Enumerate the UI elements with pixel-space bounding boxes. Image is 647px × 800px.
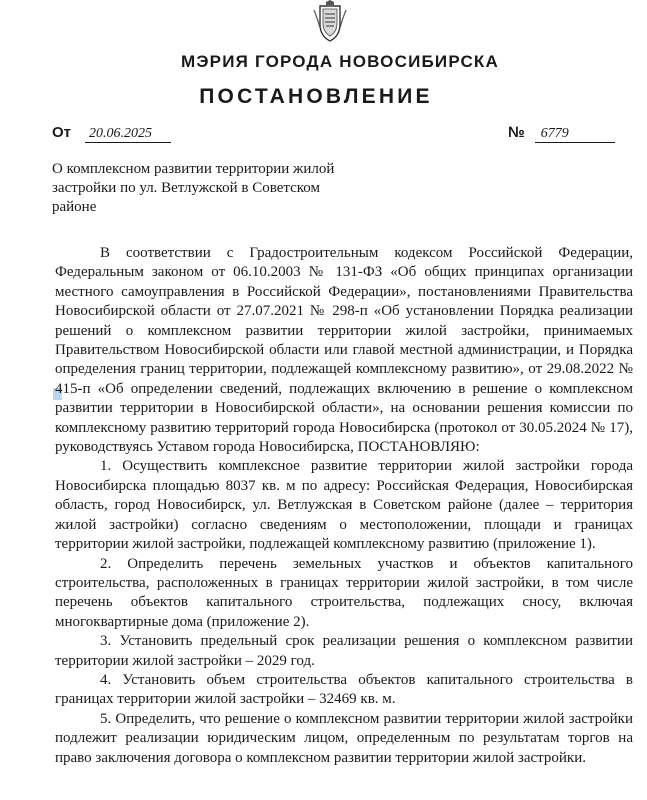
document-type-title: ПОСТАНОВЛЕНИЕ: [199, 85, 433, 108]
clause-paragraph: 4. Установить объем строительства объектов капитального строительства в границах территории жилой застройки – 32469 кв. м.: [55, 671, 633, 708]
preamble-paragraph: В соответствии с Градостроительным кодексом Российской Федерации, Федеральным законом от 06.10.2003 № 131-ФЗ «Об общих принципах организации местного самоуправления в Российской Федерации», постановлениями Правительства Новосибирской области от 27.07.2021 № 298-п «Об установлении Порядка реализации решений о комплексном развитии территории жилой застройки, принимаемых Правительством Новосибирской области или главой местной администрации, и Порядка определения границ территории, подлежащей комплексному развитию», от 29.08.2022 № 415-п «Об определении сведений, подлежащих включению в решение о комплексном развитии территории в Новосибирской области», на основании решения комиссии по комплексному развитию территорий города Новосибирска (протокол от 30.05.2024 № 17), руководствуясь Уставом города Новосибирска, ПОСТАНОВЛЯЮ:: [55, 245, 633, 456]
document-subject: О комплексном развитии территории жилой застройки по ул. Ветлужской в Советском районе: [52, 161, 335, 215]
clause-paragraph: 2. Определить перечень земельных участков и объектов капитального строительства, расположенных в границах территории жилой застройки, в том числе перечень объектов капитального строительства, подлежащих сносу, включая многоквартирные дома (приложение 2).: [55, 555, 633, 630]
number-line: [508, 124, 615, 143]
document-body: [55, 244, 633, 768]
coat-of-arms-icon: [312, 0, 348, 44]
clause-paragraph: 3. Установить предельный срок реализации решения о комплексном развитии территории жилой застройки – 2029 год.: [55, 633, 633, 669]
date-label: От: [52, 124, 72, 141]
number-label: №: [508, 124, 525, 141]
number-value: 6779: [535, 126, 615, 143]
date-value: 20.06.2025: [85, 126, 171, 143]
clause-paragraph: 5. Определить, что решение о комплексном развитии территории жилой застройки подлежит реализации юридическим лицом, определенным по результатам торгов на право заключения договора о комплексном развитии территории жилой застройки.: [55, 710, 633, 766]
clause-paragraph: 1. Осуществить комплексное развитие территории жилой застройки города Новосибирска площадью 8037 кв. м по адресу: Российская Федерация, Новосибирская область, город Новосибирск, ул. Ветлужская в Советском районе (далее – территория жилой застройки) согласно сведениям о местоположении, площади и границах территории жилой застройки, подлежащей комплексному развитию (приложение 1).: [55, 458, 633, 553]
organization-name: МЭРИЯ ГОРОДА НОВОСИБИРСКА: [181, 52, 499, 71]
date-line: [52, 124, 171, 143]
